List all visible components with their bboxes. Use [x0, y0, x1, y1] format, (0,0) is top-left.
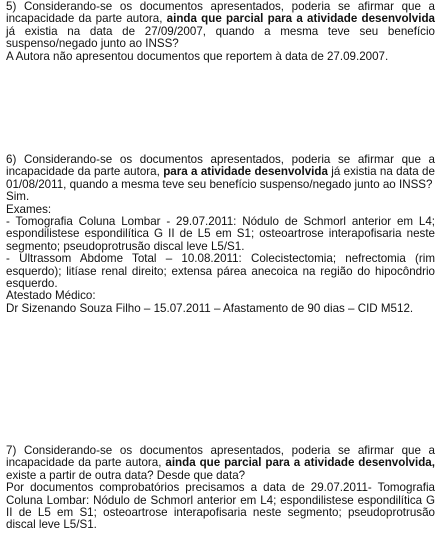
question-6-answer: Sim. [6, 190, 30, 204]
exam-tomography: - Tomografia Coluna Lombar - 29.07.2011: Nódulo de Schmorl anterior em L4; espondilistese espondilítica G II de L5 em S1; osteoartrose interapofisaria neste segmento; pseudoprotrusão discal leve L5/S1. [6, 215, 435, 253]
exams-label: Exames: [6, 202, 52, 216]
question-7-answer: Por documentos comprobatórios precisamos a data de 29.07.2011- Tomografia Coluna Lombar: Nódulo de Schmorl anterior em L4; espondilistese espondilítica G II de L5 em S1; osteoartrose interapofisaria neste segmento; pseudoprotrusão discal leve L5/S1. [6, 481, 435, 532]
question-5-intro: 5) Considerando-se os documentos apresentados, poderia se afirmar que a incapacidade da parte autora, [6, 0, 435, 26]
question-6-section [6, 154, 435, 315]
question-6-text [6, 154, 435, 191]
question-7-intro: 7) Considerando-se os documentos apresentados, poderia se afirmar que a incapacidade da parte autora, [6, 444, 435, 470]
question-7-emphasis: ainda que parcial para a atividade desenvolvida, [165, 456, 435, 470]
question-7-section [6, 445, 435, 532]
question-6-rest: já existia na data de 01/08/2011, quando a mesma teve seu benefício suspenso/negado junto ao INSS? [6, 165, 435, 191]
exam-ultrasound: - Ultrassom Abdome Total – 10.08.2011: Colecistectomia; nefrectomia (rim esquerdo); litíase renal direito; extensa párea anecoica na região do hipocôndrio esquerdo. [6, 252, 435, 291]
question-7-rest: existe a partir de outra data? Desde que data? [6, 468, 246, 482]
certificate-label: Atestado Médico: [6, 289, 96, 303]
question-5-rest: já existia na data de 27/09/2007, quando a mesma teve seu benefício suspenso/negado junto ao INSS? [6, 24, 435, 51]
certificate-text: Dr Sizenando Souza Filho – 15.07.2011 – Afastamento de 90 dias – CID M512. [6, 301, 414, 315]
question-6-intro: 6) Considerando-se os documentos apresentados, poderia se afirmar que a incapacidade da parte autora, [6, 153, 435, 179]
question-5-text [6, 1, 435, 51]
question-5-answer: A Autora não apresentou documentos que reportem à data de 27.09.2007. [6, 49, 389, 63]
question-7-text [6, 445, 435, 482]
question-5-emphasis: ainda que parcial para a atividade desenvolvida [166, 12, 435, 26]
question-6-emphasis: para a atividade desenvolvida [163, 165, 328, 179]
question-5-section [6, 1, 435, 63]
